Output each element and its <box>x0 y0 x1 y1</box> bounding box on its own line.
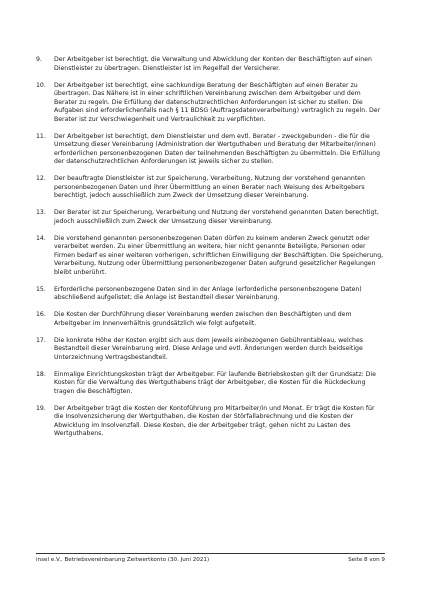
clause-item <box>36 311 385 328</box>
clause-text: Der Arbeitgeber ist berechtigt, eine sachkundige Beratung der Beschäftigten auf einen Berater zu übertragen. Das Nähere ist in einer schriftlichen Vereinbarung zwischen dem Arbeitgeber und dem Berater zu regeln. Die Erfüllung der datenschutzrechtlichen Anforderungen ist sicher zu stellen. Die Aufgaben sind erforderlichenfalls nach § 11 BDSG (Auftragsdatenverarbeitung) vertraglich zu regeln. Der Berater ist zur Verschwiegenheit und Vertraulichkeit zu verpflichten. <box>54 81 381 123</box>
clause-number: 15. <box>36 285 46 293</box>
clause-text: Der Berater ist zur Speicherung, Verarbeitung und Nutzung der vorstehend genannten Daten berechtigt, jedoch ausschließlich zum Zweck der Umsetzung dieser Vereinbarung. <box>54 209 379 225</box>
clause-text: Der Arbeitgeber trägt die Kosten der Kontoführung pro Mitarbeiter/in und Monat. Er trägt die Kosten für die Insolvenzsicherung der Wertguthaben, die Kosten der Störfallabrechnung und die Kosten der Abwicklung im Insolvenzfall. Diese Kosten, die der Arbeitgeber trägt, gehen nicht zu Lasten des Wertguthabens. <box>54 404 375 437</box>
clause-item <box>36 175 385 201</box>
page-footer <box>36 553 385 564</box>
clause-item <box>36 235 385 278</box>
clause-item <box>36 82 385 125</box>
clause-text: Der beauftragte Dienstleister ist zur Speicherung, Verarbeitung, Nutzung der vorstehend genannten personenbezogenen Daten und ihrer Übermittlung an einen Berater nach Weisung des Arbeitgebers berechtigt, jedoch ausschließlich zum Zweck der Umsetzung dieser Vereinbarung. <box>54 175 366 199</box>
footer-document-title: insel e.V., Betriebsvereinbarung Zeitwertkonto (30. Juni 2021) <box>36 557 210 563</box>
clause-number: 14. <box>36 234 46 242</box>
clause-number: 10. <box>36 81 46 89</box>
clause-number: 11. <box>36 132 46 140</box>
clause-number: 16. <box>36 311 46 318</box>
clause-number: 17. <box>36 336 46 344</box>
clause-number: 19. <box>36 404 46 412</box>
clause-item <box>36 56 385 73</box>
clause-number: 18. <box>36 370 46 378</box>
numbered-clause-list <box>36 56 385 439</box>
clause-text: Die konkrete Höhe der Kosten ergibt sich aus dem jeweils einbezogenen Gebührentableau, welches Bestandteil dieser Vereinbarung wird. Diese Anlage und evtl. Änderungen werden durch beidseitige Unterzeichnung Vertragsbestandteil. <box>54 336 364 361</box>
clause-number: 12. <box>36 175 46 182</box>
clause-number: 13. <box>36 209 46 216</box>
clause-text: Erforderliche personenbezogene Daten sind in der Anlage (erforderliche personenbezogene Daten) abschließend aufgelistet; die Anlage ist Bestandteil dieser Vereinbarung. <box>54 285 362 301</box>
clause-item <box>36 337 385 363</box>
clause-number: 9. <box>36 56 42 63</box>
clause-item <box>36 209 385 226</box>
clause-item <box>36 133 385 167</box>
clause-item <box>36 371 385 397</box>
clause-text: Der Arbeitgeber ist berechtigt, die Verwaltung und Abwicklung der Konten der Beschäftigten auf einen Dienstleister zu übertragen. Dienstleister ist im Regelfall der Versicherer. <box>54 56 372 72</box>
clause-text: Einmalige Einrichtungskosten trägt der Arbeitgeber. Für laufende Betriebskosten gilt der Grundsatz: Die Kosten für die Verwaltung des Wertguthabens trägt der Arbeitgeber, die Kosten für die Rückdeckung tragen die Beschäftigten. <box>54 370 376 395</box>
clause-text: Die Kosten der Durchführung dieser Vereinbarung werden zwischen den Beschäftigten und dem Arbeitgeber im Innenverhältnis grundsätzlich wie folgt aufgeteilt. <box>54 311 352 327</box>
footer-page-number: Seite 8 von 9 <box>348 557 385 563</box>
clause-item <box>36 286 385 303</box>
clause-text: Der Arbeitgeber ist berechtigt, dem Dienstleister und dem evtl. Berater - zweckgebunden - die für die Umsetzung dieser Vereinbarung (Administration der Wertguthaben und Beratung der Mitarbeiter/innen) erforderlichen personenbezogenen Daten der teilnehmenden Beschäftigten zu übermitteln. Die Erfüllung der datenschutzrechtlichen Anforderungen ist jeweils sicher zu stellen. <box>54 132 381 165</box>
clause-text: Die vorstehend genannten personenbezogenen Daten dürfen zu keinem anderen Zweck genutzt oder verarbeitet werden. Zu einer Übermittlung an weitere, hier nicht genannte Beteiligte, Personen oder Firmen bedarf es einer weiteren vorherigen, schriftlichen Einwilligung der Beschäftigten. Die Speicherung, Verarbeitung, Nutzung oder Übermittlung personenbezogener Daten aufgrund gesetzlicher Regelungen bleibt unberührt. <box>54 234 384 276</box>
clause-item <box>36 405 385 439</box>
